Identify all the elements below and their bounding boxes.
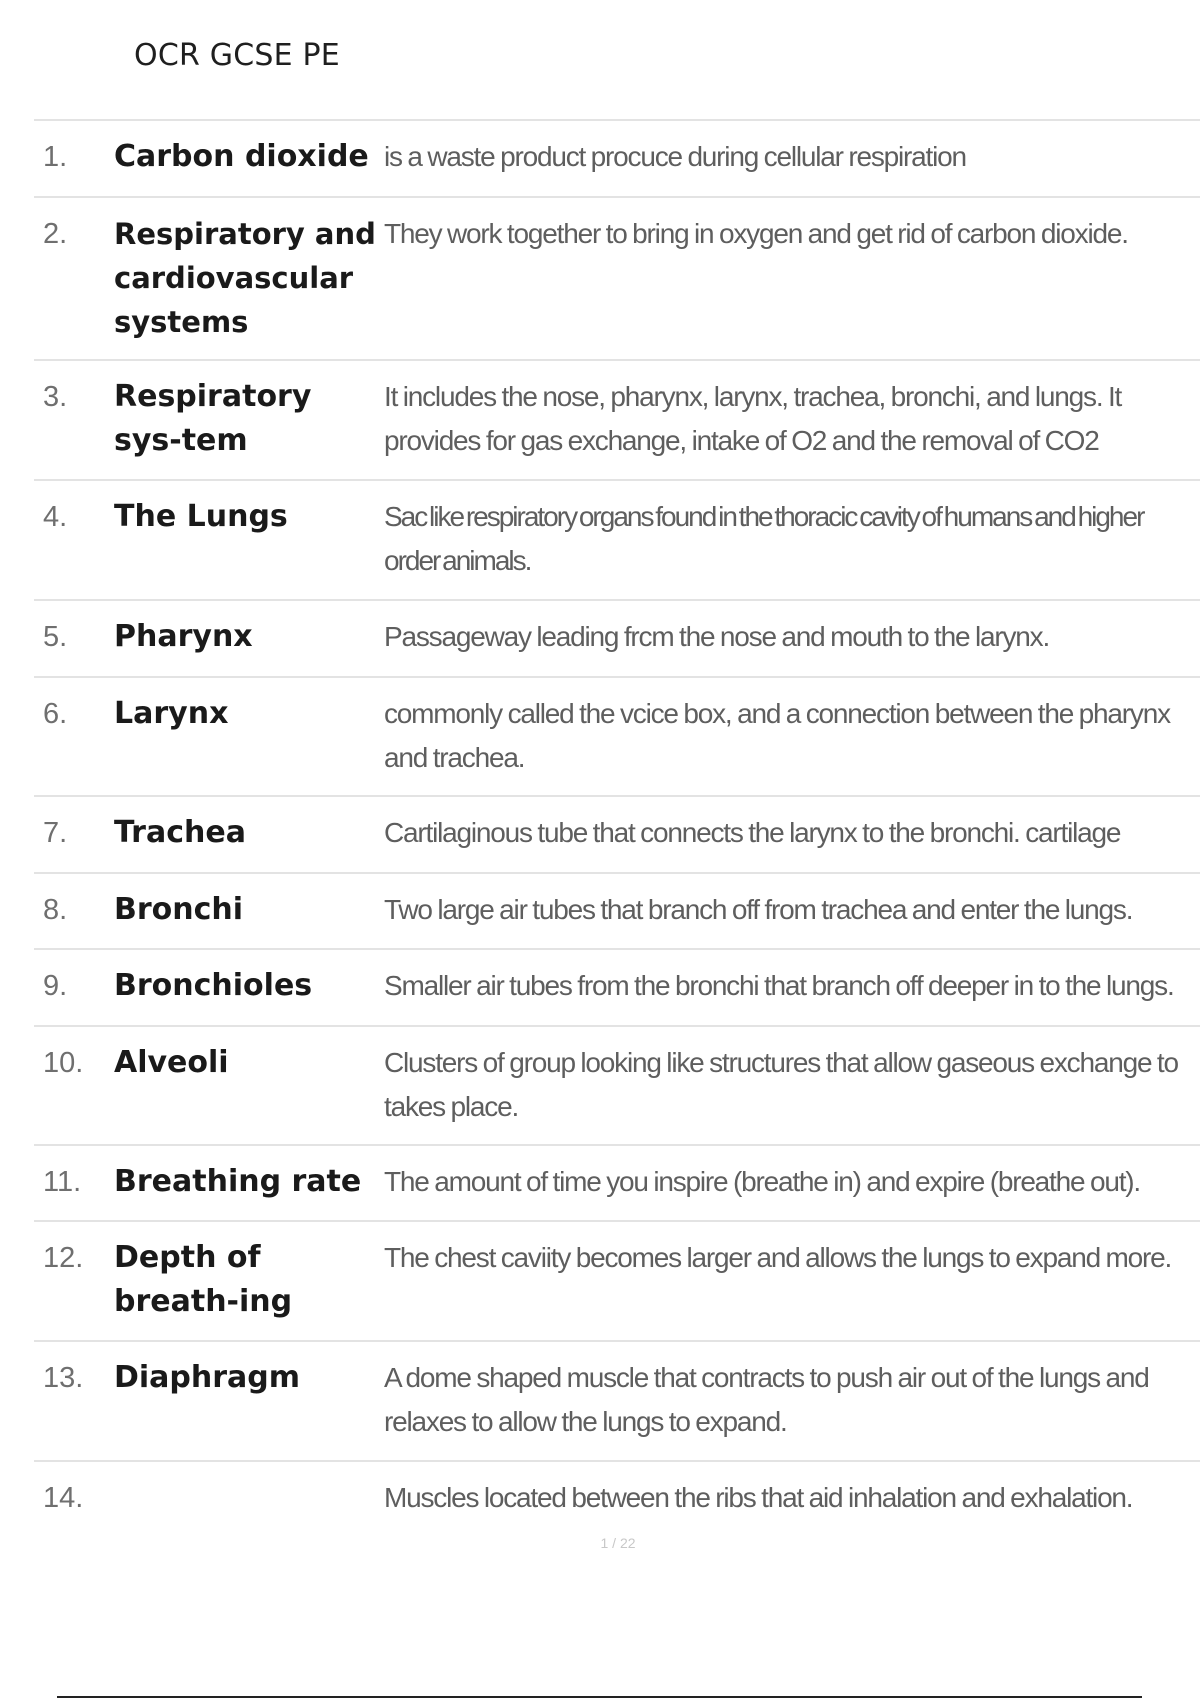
term: The Lungs [114,499,288,534]
term: Bronchioles [114,968,313,1003]
definition: Cartilaginous tube that connects the larynx to the bronchi. cartilage [384,817,1121,848]
row-number: 8. [43,894,68,926]
glossary-row-2 [34,198,1200,361]
definition: commonly called the vcice box, and a connection between the pharynx and trachea. [384,698,1170,773]
term: Respiratory and cardiovascular systems [114,217,376,339]
glossary-row-6 [34,678,1200,797]
glossary-row-3 [34,361,1200,481]
glossary-row-14 [34,1462,1200,1538]
term: Carbon dioxide [114,139,369,174]
page-number: 1 / 22 [600,1535,636,1551]
definition: is a waste product procuce during cellular respiration [384,141,966,172]
row-number: 5. [43,621,68,653]
definition: Muscles located between the ribs that aid inhalation and exhalation. [384,1482,1133,1513]
definition: Clusters of group looking like structures that allow gaseous exchange to takes place. [384,1047,1178,1122]
page-title: OCR GCSE PE [134,38,340,73]
glossary-row-1 [34,121,1200,198]
definition: Sac like respiratory organs found in the thoracic cavity of humans and higher order animals. [384,501,1144,576]
row-number: 6. [43,698,68,730]
term: Alveoli [114,1045,229,1080]
definition: The amount of time you inspire (breathe in) and expire (breathe out). [384,1166,1140,1197]
glossary-row-13 [34,1342,1200,1462]
definition: Passageway leading frcm the nose and mouth to the larynx. [384,621,1050,652]
glossary-row-8 [34,874,1200,950]
term: Trachea [114,815,246,850]
term: Breathing rate [114,1164,362,1199]
glossary-row-7 [34,797,1200,874]
bottom-divider [57,1696,1142,1698]
row-number: 14. [43,1482,84,1514]
row-number: 13. [43,1362,84,1394]
glossary-row-12 [34,1222,1200,1342]
row-number: 11. [43,1166,82,1198]
term: Depth of breath-ing [114,1240,293,1319]
definition: Two large air tubes that branch off from trachea and enter the lungs. [384,894,1133,925]
row-number: 7. [43,817,68,849]
glossary-row-5 [34,601,1200,678]
term: Diaphragm [114,1360,301,1395]
row-number: 2. [43,218,68,250]
glossary-row-9 [34,950,1200,1027]
definition: Smaller air tubes from the bronchi that branch off deeper in to the lungs. [384,970,1174,1001]
definition: A dome shaped muscle that contracts to push air out of the lungs and relaxes to allow the lungs to expand. [384,1362,1149,1437]
term: Respiratory sys-tem [114,379,312,458]
glossary-row-11 [34,1146,1200,1222]
row-number: 3. [43,381,68,413]
glossary-table [34,119,1200,1538]
definition: It includes the nose, pharynx, larynx, trachea, bronchi, and lungs. It provides for gas exchange, intake of O2 and the removal of CO2 [384,381,1122,456]
glossary-row-10 [34,1027,1200,1146]
row-number: 12. [43,1242,84,1274]
row-number: 1. [43,141,68,173]
definition: They work together to bring in oxygen and get rid of carbon dioxide. [384,218,1128,249]
row-number: 10. [43,1047,84,1079]
row-number: 4. [43,501,68,533]
row-number: 9. [43,970,68,1002]
term: Bronchi [114,892,244,927]
glossary-row-4 [34,481,1200,601]
definition: The chest caviity becomes larger and allows the lungs to expand more. [384,1242,1172,1273]
term: Pharynx [114,619,253,654]
term: Larynx [114,696,229,731]
